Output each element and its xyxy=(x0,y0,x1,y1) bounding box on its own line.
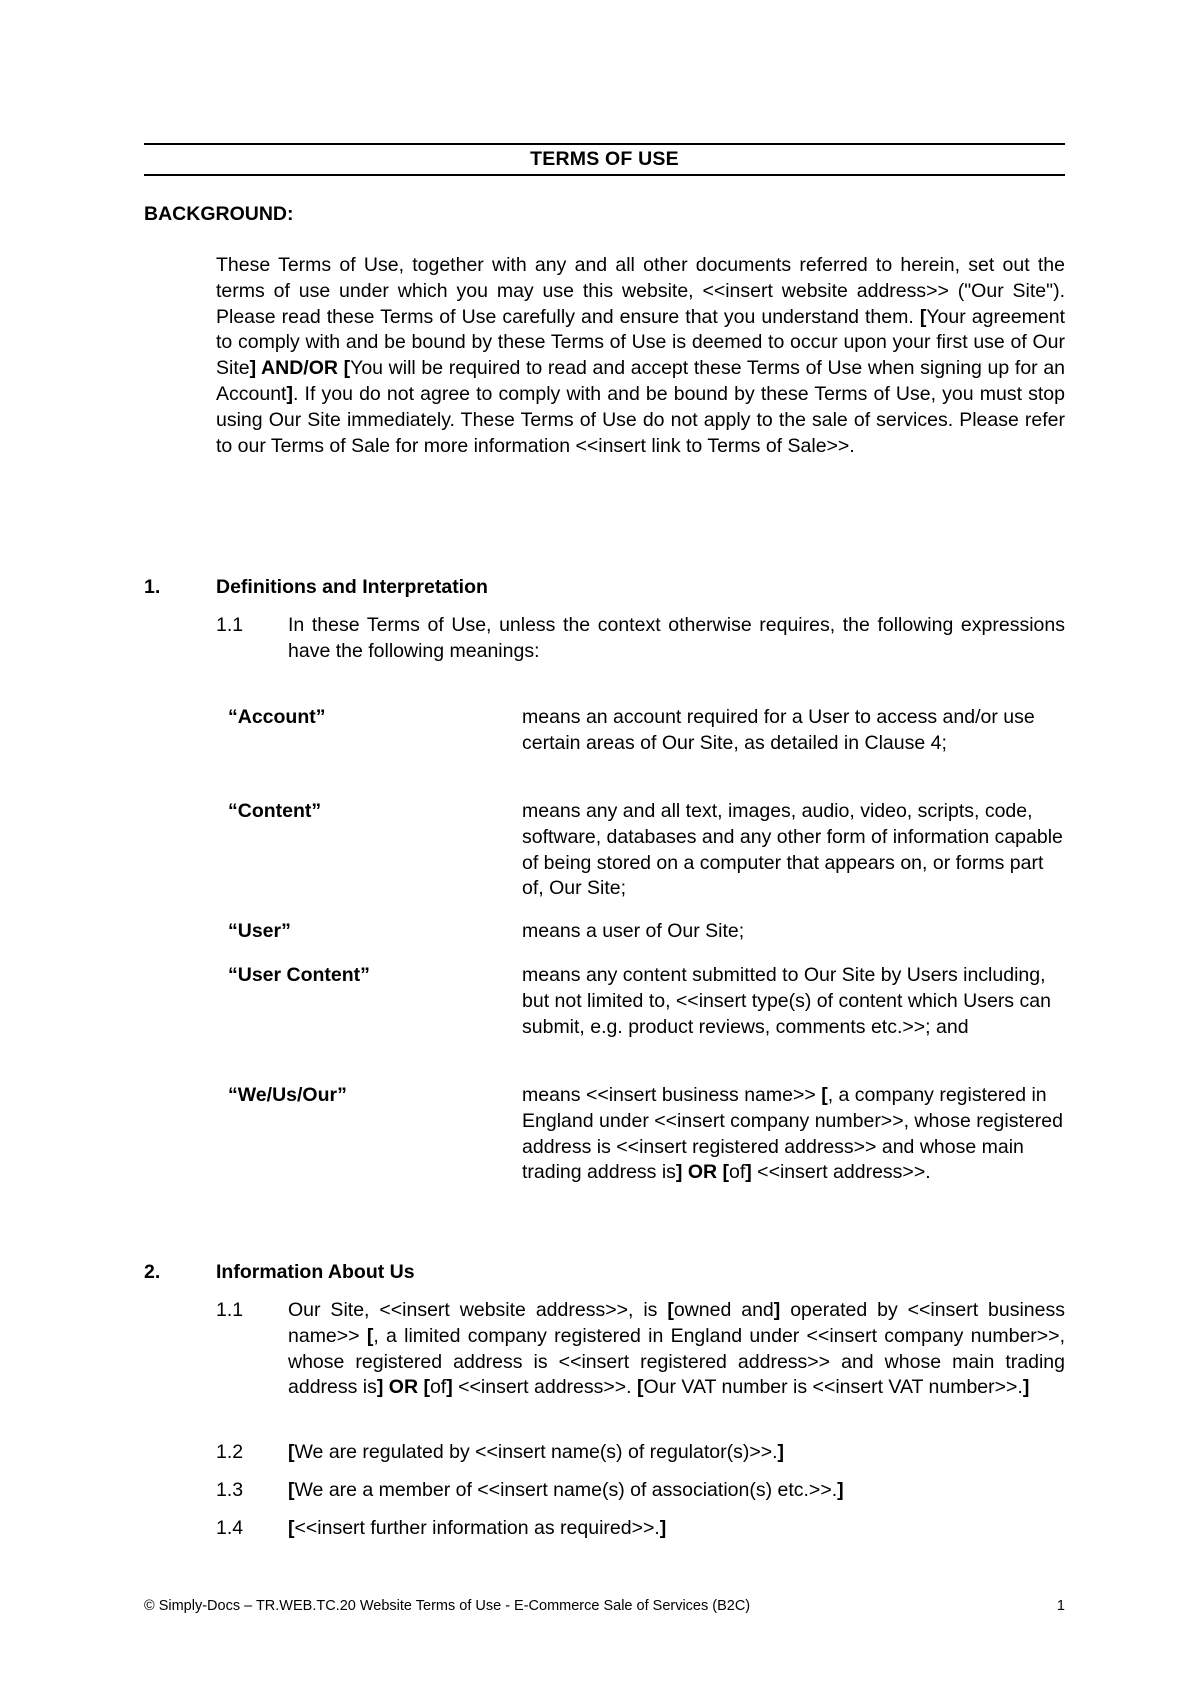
bracket-or: ] OR [ xyxy=(376,1376,430,1399)
definition-term: “We/Us/Our” xyxy=(228,1084,347,1106)
clause-text xyxy=(288,1516,1065,1542)
clause-text xyxy=(288,1298,1065,1401)
clause-2-2 xyxy=(216,1440,1065,1466)
definition-meaning: means an account required for a User to access and/or use certain areas of Our Site, as detailed in Clause 4; xyxy=(522,706,1035,754)
definition-user-content xyxy=(228,963,1068,1040)
definition-meaning: means any and all text, images, audio, video, scripts, code, software, databases and any other form of information capable of being stored on a computer that appears on, or forms part of, Our Site; xyxy=(522,800,1063,900)
background-text-1: These Terms of Use, together with any and all other documents referred to herein, set out the terms of use under which you may use this website, <<insert website address>> ("Our Site"). Please read these Terms of Use carefully and ensure that you understand them. xyxy=(216,254,1065,328)
bracket-close: ] xyxy=(745,1161,752,1184)
meaning-text: <<insert address>>. xyxy=(751,1161,931,1184)
clause-number: 1.4 xyxy=(216,1517,244,1539)
clause-2-1 xyxy=(216,1298,1065,1401)
bracket-close: ] xyxy=(1022,1376,1030,1399)
section-number: 2. xyxy=(144,1261,161,1283)
clause-fragment: <<insert address>>. xyxy=(452,1376,637,1399)
clause-fragment: owned and xyxy=(673,1299,774,1321)
section-heading-definitions xyxy=(144,576,488,599)
clause-text xyxy=(288,1440,1065,1466)
bracket-close: ] xyxy=(446,1376,453,1399)
clause-number: 1.2 xyxy=(216,1441,244,1463)
bracket-close: ] xyxy=(773,1299,781,1321)
clause-fragment: , a limited company registered in England under <<insert company number>>, whose registered address is <<insert registered address>> and whose main trading address is xyxy=(288,1324,1065,1399)
definition-user xyxy=(228,919,1068,945)
bracket-open: [ xyxy=(821,1084,828,1106)
clause-2-4 xyxy=(216,1516,1065,1542)
section-heading-information xyxy=(144,1261,415,1284)
bracket-close: ] xyxy=(777,1441,785,1463)
clause-fragment: We are regulated by <<insert name(s) of regulator(s)>>. xyxy=(294,1441,778,1463)
clause-2-3 xyxy=(216,1478,1065,1504)
bracket-close: ] xyxy=(659,1517,667,1539)
meaning-text: of xyxy=(729,1161,746,1184)
clause-fragment: operated by <<insert business name>> xyxy=(288,1299,1066,1347)
bracket-open: [ xyxy=(667,1299,674,1321)
bracket-close: ] xyxy=(837,1479,844,1501)
definition-meaning xyxy=(522,1083,1068,1186)
clause-text xyxy=(288,1478,1065,1504)
title-rule-bottom xyxy=(144,174,1065,176)
clause-fragment: <<insert further information as required>>. xyxy=(294,1517,660,1539)
background-paragraph xyxy=(216,253,1065,459)
section-title: Information About Us xyxy=(216,1261,415,1283)
background-text-4: . If you do not agree to comply with and be bound by these Terms of Use, you must stop using Our Site immediately. These Terms of Use do not apply to the sale of services. Please refer to our Terms of Sale for more information <<insert link to Terms of Sale>>. xyxy=(216,382,1065,457)
document-title: TERMS OF USE xyxy=(530,148,679,170)
definition-term: “User” xyxy=(228,920,291,942)
definition-meaning: means a user of Our Site; xyxy=(522,920,745,942)
meaning-text: means <<insert business name>> xyxy=(522,1084,822,1106)
background-text-2: Your agreement to comply with and be bound by these Terms of Use is deemed to occur upon your first use of Our Site xyxy=(216,305,1065,380)
background-text-3: You will be required to read and accept these Terms of Use when signing up for an Account xyxy=(216,357,1066,405)
clause-number: 1.1 xyxy=(216,614,244,636)
clause-1-1 xyxy=(216,613,1065,665)
clause-fragment: We are a member of <<insert name(s) of association(s) etc.>>. xyxy=(294,1479,838,1501)
definition-we-us-our xyxy=(228,1083,1068,1186)
bracket-open: [ xyxy=(637,1376,644,1399)
bracket-close: ] xyxy=(286,382,293,405)
bracket-open: [ xyxy=(288,1441,295,1463)
page-number: 1 xyxy=(1056,1598,1065,1614)
clause-fragment: Our VAT number is <<insert VAT number>>. xyxy=(643,1376,1023,1399)
bracket-open: [ xyxy=(919,305,927,328)
section-number: 1. xyxy=(144,576,161,598)
section-title: Definitions and Interpretation xyxy=(216,576,488,598)
definition-term: “Content” xyxy=(228,800,322,822)
footer-text: © Simply-Docs – TR.WEB.TC.20 Website Terms of Use - E-Commerce Sale of Services (B2C) xyxy=(144,1598,751,1614)
definition-term: “Account” xyxy=(228,706,326,728)
bracket-open: [ xyxy=(288,1479,295,1501)
definition-account xyxy=(228,705,1068,757)
page-footer xyxy=(144,1598,1065,1614)
clause-number: 1.3 xyxy=(216,1479,244,1501)
background-heading: BACKGROUND: xyxy=(144,203,294,225)
clause-text: In these Terms of Use, unless the context otherwise requires, the following expressions have the following meanings: xyxy=(288,614,1065,662)
title-rule-top xyxy=(144,143,1065,145)
clause-fragment: Our Site, <<insert website address>>, is xyxy=(288,1299,668,1321)
bracket-open: [ xyxy=(288,1517,295,1539)
bracket-open: [ xyxy=(366,1324,374,1347)
meaning-text: , a company registered in England under <<insert company number>>, whose registered address is <<insert registered address>> and whose main trading address is xyxy=(522,1084,1063,1184)
definition-meaning: means any content submitted to Our Site by Users including, but not limited to, <<insert type(s) of content which Users can submit, e.g. product reviews, comments etc.>>; and xyxy=(522,964,1051,1038)
definition-content xyxy=(228,799,1068,902)
definition-term: “User Content” xyxy=(228,964,370,986)
bracket-or: ] OR [ xyxy=(675,1161,729,1184)
clause-fragment: of xyxy=(429,1376,447,1399)
bracket-andor: ] AND/OR [ xyxy=(249,357,351,380)
clause-number: 1.1 xyxy=(216,1299,244,1321)
